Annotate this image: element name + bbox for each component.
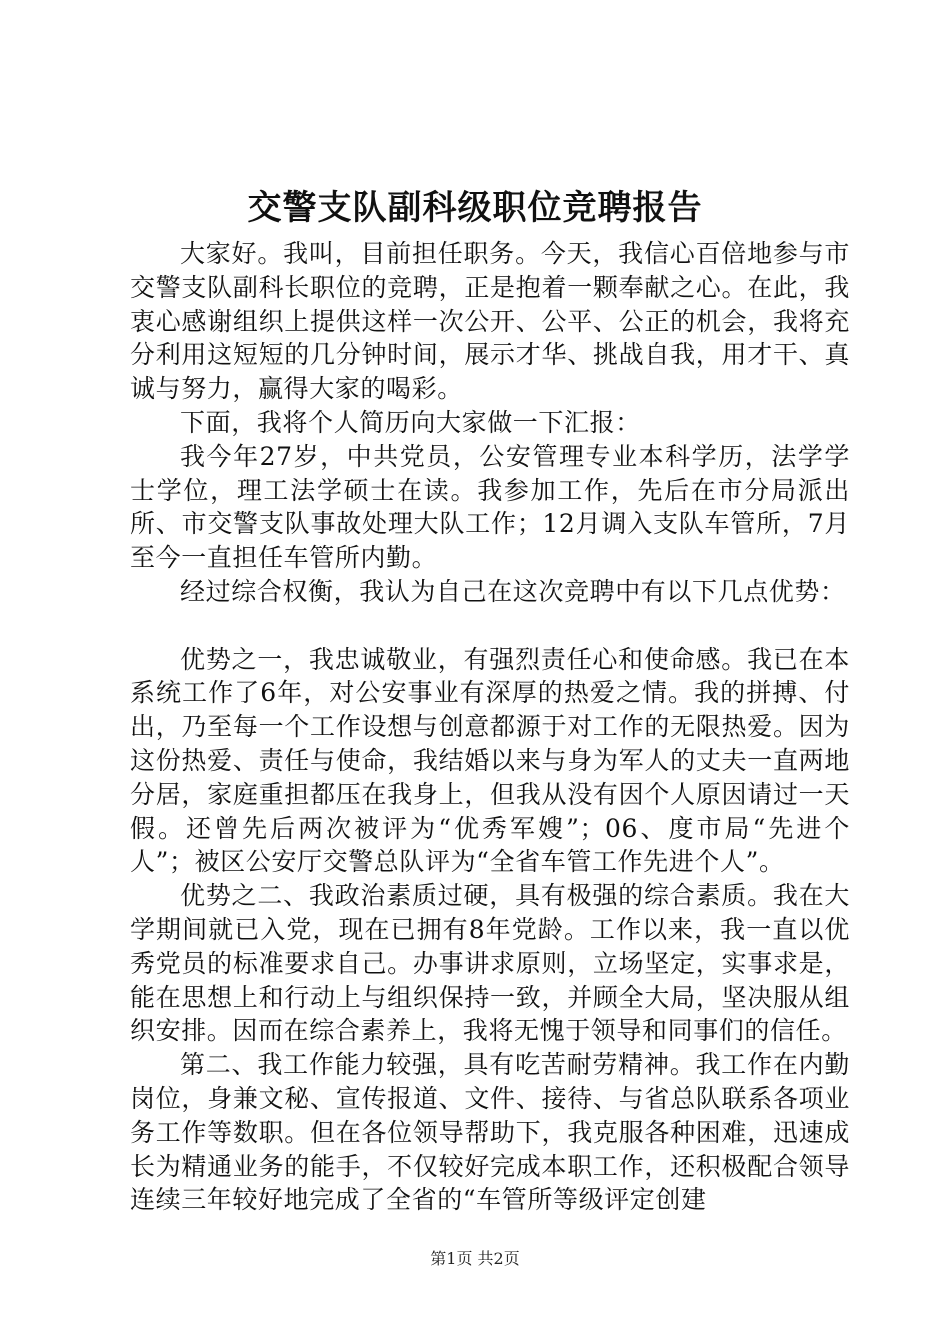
paragraph-intro: 下面，我将个人简历向大家做一下汇报：: [180, 407, 641, 437]
document-title: 交警支队副科级职位竞聘报告: [247, 188, 703, 228]
document-body: [130, 237, 850, 1217]
paragraph-resume: 我今年27岁，中共党员，公安管理专业本科学历，法学学士学位，理工法学硕士在读。我参加工作，先后在市分局派出所、市交警支队事故处理大队工作；12月调入支队车管所，7月至今一直担任车管所内勤。: [130, 441, 850, 573]
paragraph-advantage-one: 优势之一，我忠诚敬业，有强烈责任心和使命感。我已在本系统工作了6年，对公安事业有深厚的热爱之情。我的拼搏、付出，乃至每一个工作设想与创意都源于对工作的无限热爱。因为这份热爱、责任与使命，我结婚以来与身为军人的丈夫一直两地分居，家庭重担都压在我身上，但我从没有因个人原因请过一天假。还曾先后两次被评为“优秀军嫂”；06、度市局“先进个人”；被区公安厅交警总队评为“全省车管工作先进个人”。: [130, 644, 850, 877]
paragraph-advantage-two: 优势之二、我政治素质过硬，具有极强的综合素质。我在大学期间就已入党，现在已拥有8年党龄。工作以来，我一直以优秀党员的标准要求自己。办事讲求原则，立场坚定，实事求是，能在思想上和行动上与组织保持一致，并顾全大局，坚决服从组织安排。因而在综合素养上，我将无愧于领导和同事们的信任。: [130, 881, 850, 1046]
blank-line: [130, 609, 850, 643]
paragraph-second: 第二、我工作能力较强，具有吃苦耐劳精神。我工作在内勤岗位，身兼文秘、宣传报道、文件、接待、与省总队联系各项业务工作等数职。但在各位领导帮助下，我克服各种困难，迅速成长为精通业务的能手，不仅较好完成本职工作，还积极配合领导连续三年较好地完成了全省的“车管所等级评定创建: [130, 1050, 850, 1215]
paragraph-advantages-lead: 经过综合权衡，我认为自己在这次竞聘中有以下几点优势：: [180, 576, 846, 606]
page-footer: 第1页 共2页: [430, 1249, 520, 1268]
paragraph-greeting: 大家好。我叫，目前担任职务。今天，我信心百倍地参与市交警支队副科长职位的竞聘，正是抱着一颗奉献之心。在此，我衷心感谢组织上提供这样一次公开、公平、公正的机会，我将充分利用这短短的几分钟时间，展示才华、挑战自我，用才干、真诚与努力，赢得大家的喝彩。: [130, 239, 850, 404]
